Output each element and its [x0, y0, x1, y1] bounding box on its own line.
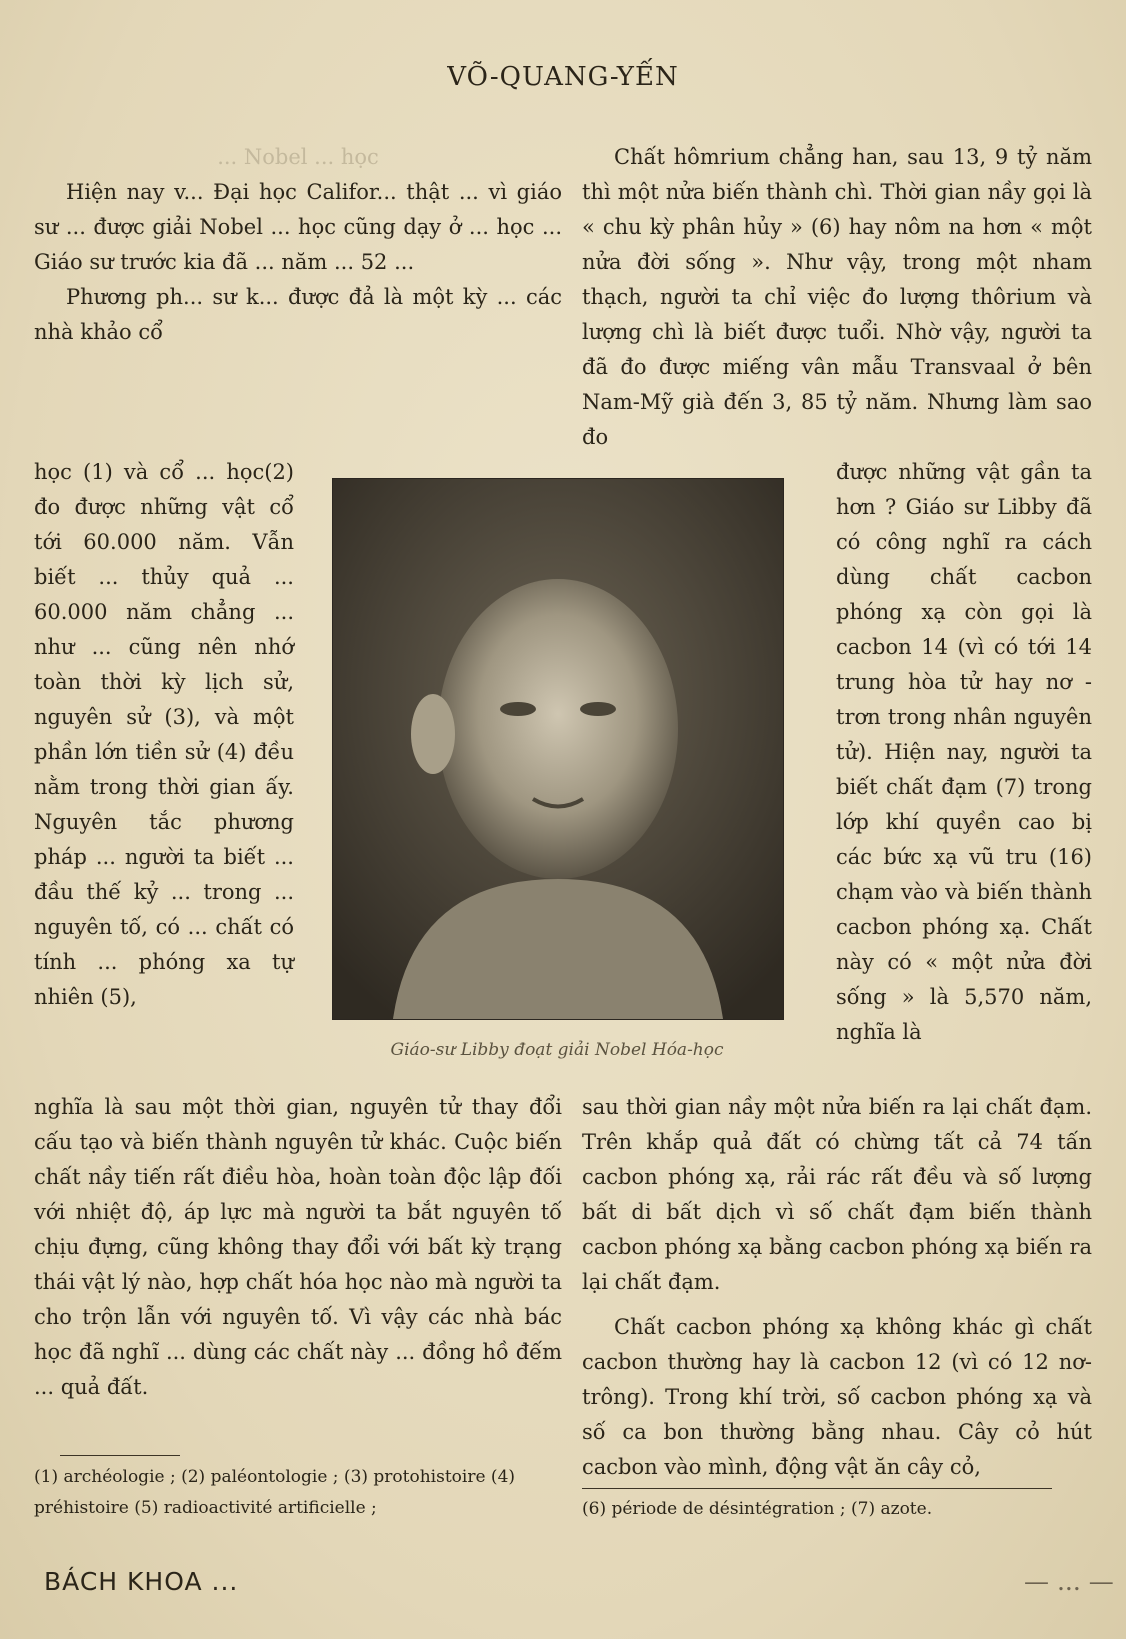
- paragraph-left-bottom: nghĩa là sau một thời gian, nguyên tử thay đổi cấu tạo và biến thành nguyên tử khác. Cuộc biến chất nầy tiến rất điều hòa, hoàn toàn độc lập đối với nhiệt độ, áp lực mà người ta bắt nguyên tố chịu đựng, cũng không thay đổi với bất kỳ trạng thái vật lý nào, hợp chất hóa học nào mà người ta cho trộn lẫn với nguyên tố. Vì vậy các nhà bác học đã nghĩ ... dùng các chất này ... đồng hồ đếm ... quả đất.: [34, 1095, 562, 1399]
- footnote-rule-left: [60, 1455, 180, 1456]
- paragraph-right-bottom-2: Chất cacbon phóng xạ không khác gì chất cacbon thường hay là cacbon 12 (vì có 12 nơ-trông). Trong khí trời, số cacbon phóng xạ và số ca bon thường bằng nhau. Cây cỏ hút cacbon vào mình, động vật ăn cây cỏ,: [582, 1315, 1092, 1479]
- footnotes-right: (6) période de désintégration ; (7) azote.: [582, 1499, 933, 1519]
- paragraph-left-narrow: học (1) và cổ ... học(2) đo được những vật cổ tới 60.000 năm. Vẫn biết ... thủy quả ... 60.000 năm chẳng ... như ... cũng nên nhớ toàn thời kỳ lịch sử, nguyên sử (3), và một phần lớn tiền sử (4) đều nằm trong thời gian ấy. Nguyên tắc phương pháp ... người ta biết ... đầu thế kỷ ... trong ... nguyên tố, có ... chất có tính ... phóng xa tự nhiên (5),: [34, 460, 294, 1009]
- faded-subheading: ... Nobel ... học: [217, 145, 379, 169]
- paragraph-right-narrow: được những vật gần ta hơn ? Giáo sư Libby đã có công nghĩ ra cách dùng chất cacbon phóng xạ còn gọi là cacbon 14 (vì có tới 14 trung hòa tử hay nơ - trơn trong nhân nguyên tử). Hiện nay, người ta biết chất đạm (7) trong lớp khí quyền cao bị các bức xạ vũ tru (16) chạm vào và biến thành cacbon phóng xạ. Chất này có « một nửa đời sống » là 5,570 năm, nghĩa là: [836, 460, 1092, 1044]
- article-author-header: VÕ-QUANG-YẾN: [447, 62, 679, 92]
- paragraph-right-bottom-1: sau thời gian nầy một nửa biến ra lại chất đạm. Trên khắp quả đất có chừng tất cả 74 tấn cacbon phóng xạ, rải rác rất đều và số lượng bất di bất dịch vì số chất đạm biến thành cacbon phóng xạ bằng cacbon phóng xạ biến ra lại chất đạm.: [582, 1095, 1092, 1294]
- paragraph-method: Phương ph... sư k... được đả là một kỳ ... các nhà khảo cổ: [34, 285, 562, 344]
- footnotes-left: (1) archéologie ; (2) paléontologie ; (3) protohistoire (4) préhistoire (5) radioactivité artificielle ;: [34, 1467, 516, 1518]
- photo-caption: Giáo-sư Libby đoạt giải Nobel Hóa-học: [390, 1040, 724, 1060]
- right-column-narrow: [836, 455, 1092, 1050]
- left-column-bottom: [34, 1090, 562, 1405]
- left-column-narrow: [34, 455, 294, 1015]
- portrait-image: [333, 479, 783, 1019]
- right-column-bottom: [582, 1090, 1092, 1485]
- paragraph-intro: Hiện nay v... Đại học Califor... thật ... vì giáo sư ... được giải Nobel ... học cũng dạy ở ... học ... Giáo sư trước kia đã ... năm ... 52 ...: [34, 180, 562, 274]
- paragraph-thorium: Chất hômrium chẳng han, sau 13, 9 tỷ năm thì một nửa biến thành chì. Thời gian nầy gọi là « chu kỳ phân hủy » (6) hay nôm na hơn « một nửa đời sống ». Như vậy, trong một nham thạch, người ta chỉ việc đo lượng thôrium và lượng chì là biết được tuổi. Nhờ vậy, người ta đã đo được miếng vân mẫu Transvaal ở bên Nam-Mỹ già đến 3, 85 tỷ năm. Nhưng làm sao đo: [582, 145, 1092, 449]
- portrait-photo-libby: [332, 478, 784, 1020]
- magazine-name-footer: BÁCH KHOA ...: [44, 1567, 239, 1596]
- left-column-top: [34, 140, 562, 350]
- page-number-footer: — ... —: [1024, 1567, 1114, 1596]
- right-column-top: [582, 140, 1092, 455]
- footnote-rule-right: [582, 1488, 1052, 1489]
